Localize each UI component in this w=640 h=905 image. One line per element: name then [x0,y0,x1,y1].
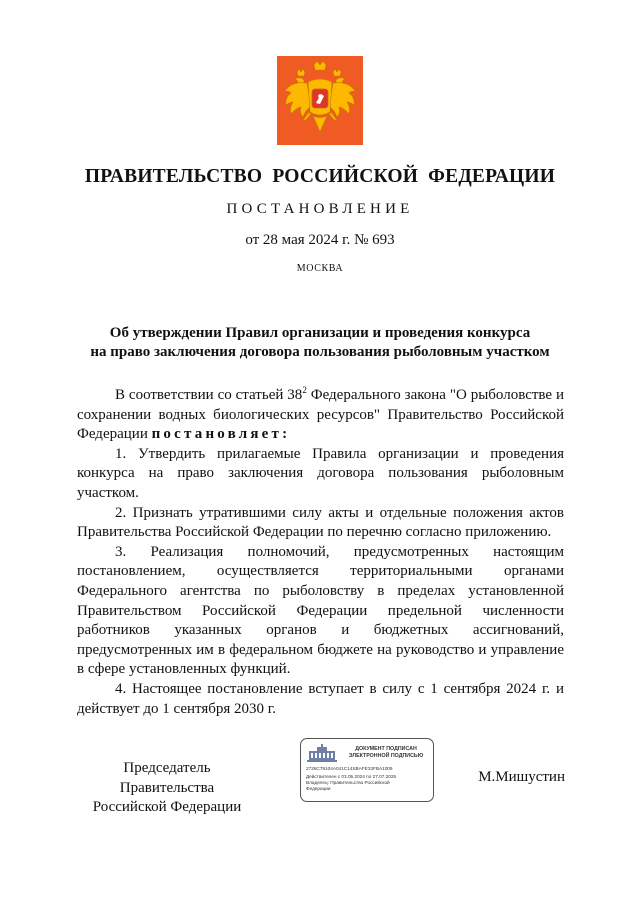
stamp-owner-continued: Федерации [306,786,331,791]
stamp-heading [341,746,431,760]
document-city: МОСКВА [296,263,344,274]
subject-line: Об утверждении Правил организации и проведения конкурса [109,325,531,341]
russian-coat-of-arms-icon [277,56,363,145]
stamp-validity: Действителен с 03.05.2024 по 27.07.2025 [306,774,397,779]
document-subject [60,324,580,362]
preamble-superscript: 2 [302,385,307,395]
stamp-certificate: 2726C79104A041C14SBAFE33FBA1009 [306,766,393,771]
signatory-position [77,759,257,818]
preamble-paragraph [77,386,564,445]
government-building-icon [307,744,337,762]
decree-word: постановляет: [151,426,291,443]
list-item: 2. Признать утратившими силу акты и отдельные положения актов Правительства Российской Федерации по перечню согласно приложению. [77,504,564,541]
stamp-heading-line: ДОКУМЕНТ ПОДПИСАН [355,746,417,752]
electronic-signature-stamp [300,738,434,802]
stamp-owner: Владелец: Правительство Российской [306,780,390,785]
list-item: 3. Реализация полномочий, предусмотренных настоящим постановлением, осуществляется территориальными органами Федерального агентства по рыболовству в пределах установленной Правительством Российской Федерации предельной численности работников указанных органов и бюджетных ассигнований, предусмотренных им в федеральном бюджете на руководство и управление в сфере установленных функций. [77,543,564,678]
document-type: ПОСТАНОВЛЕНИЕ [226,201,414,217]
subject-line: на право заключения договора пользования рыболовным участком [90,344,550,360]
document-body [77,386,564,719]
signatory-position-line: Председатель Правительства [119,760,215,796]
document-date-number: от 28 мая 2024 г. № 693 [245,232,395,248]
government-title: ПРАВИТЕЛЬСТВО РОССИЙСКОЙ ФЕДЕРАЦИИ [84,166,556,187]
preamble-text: В соответствии со статьей 38 [115,387,303,403]
signatory-name: М.Мишустин [478,769,565,785]
preamble-text-continued: Федерального закона "О рыболовстве и сохранении водных биологических ресурсов" Правительство Российской Федерации [77,387,565,443]
list-item: 1. Утвердить прилагаемые Правила организации и проведения конкурса на право заключения договора пользования рыболовным участком. [77,445,564,501]
list-item: 4. Настоящее постановление вступает в силу с 1 сентября 2024 г. и действует до 1 сентября 2030 г. [77,680,564,717]
stamp-heading-line: ЭЛЕКТРОННОЙ ПОДПИСЬЮ [348,752,424,759]
signatory-position-line: Российской Федерации [92,799,242,815]
